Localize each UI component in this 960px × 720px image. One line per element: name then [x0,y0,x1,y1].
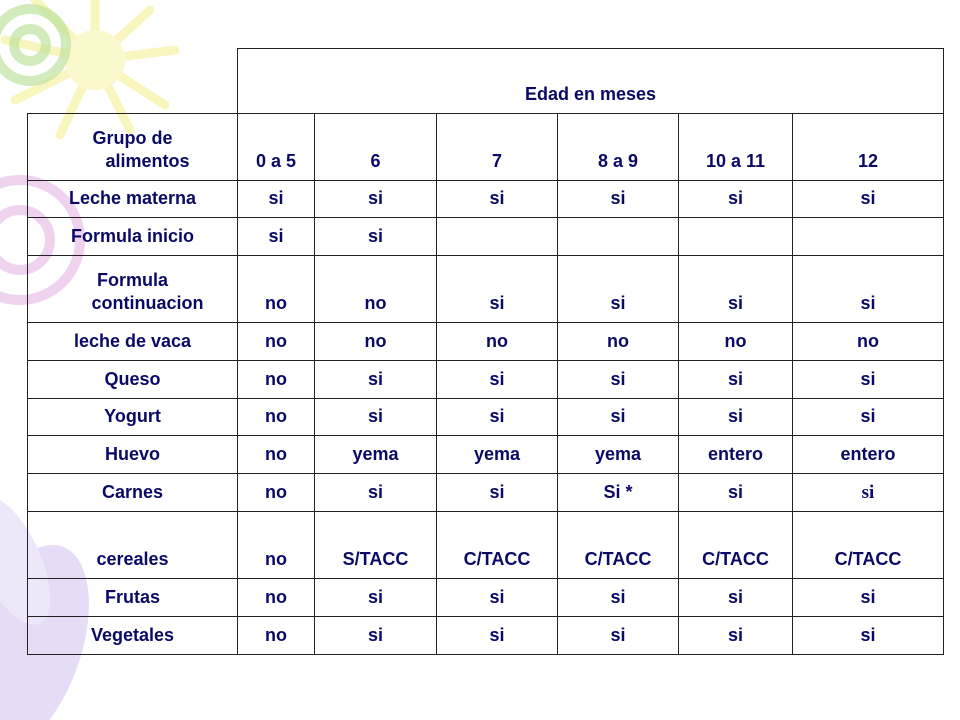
table-cell: no [238,579,315,617]
table-cell [558,218,679,256]
table-cell: si [793,181,944,218]
table-cell: si [558,181,679,218]
row-label-cell [28,361,238,399]
table-cell: yema [558,436,679,474]
row-label-line: Formula [96,270,168,290]
row-label-cell [28,617,238,655]
table-cell: no [238,512,315,579]
table-cell: entero [793,436,944,474]
table-cell: no [238,399,315,436]
table-cell: entero [679,436,793,474]
table-cell: si [437,579,558,617]
table-row [28,181,944,218]
table-cell: no [238,323,315,361]
table-cell: no [238,361,315,399]
table-cell: C/TACC [558,512,679,579]
table-cell: no [238,436,315,474]
table-cell: no [238,256,315,323]
table-cell: Si * [558,474,679,512]
table-cell: no [679,323,793,361]
column-header-age: 10 a 11 [679,114,793,181]
table-cell: no [793,323,944,361]
row-label-cell [28,474,238,512]
table-cell: si [793,256,944,323]
table-cell: no [558,323,679,361]
age-header-cell: Edad en meses [238,49,944,114]
row-label-line: Formula inicio [70,226,194,246]
table-cell: si [315,617,437,655]
table-row [28,436,944,474]
row-label-line: Queso [104,369,161,389]
row-label-line: leche de vaca [73,331,192,351]
table-cell: si [679,181,793,218]
table-cell: si [558,579,679,617]
table-cell: si [679,361,793,399]
table-cell [679,218,793,256]
column-header-age: 8 a 9 [558,114,679,181]
table-cell: no [238,617,315,655]
header-row-age [28,49,944,114]
table-cell: si [315,218,437,256]
row-label-cell [28,512,238,579]
table-row [28,361,944,399]
table-cell: si [437,361,558,399]
empty-corner-cell [28,49,238,114]
feeding-table [27,48,944,655]
row-label-cell [28,436,238,474]
table-row [28,579,944,617]
row-label-line: Huevo [104,444,160,464]
table-row [28,218,944,256]
table-cell: si [437,474,558,512]
table-row [28,512,944,579]
table-cell: si [238,181,315,218]
table-cell: yema [437,436,558,474]
table-cell [793,218,944,256]
table-cell: si [558,399,679,436]
table-cell: si [238,218,315,256]
table-cell: si [793,361,944,399]
table-cell: si [315,399,437,436]
row-label-line: Yogurt [104,406,161,426]
column-header-age: 12 [793,114,944,181]
row-label-cell [28,399,238,436]
table-cell: no [315,256,437,323]
row-label-cell [28,256,238,323]
column-header-food-group [28,114,238,181]
table-cell: si [679,399,793,436]
table-cell: no [437,323,558,361]
table-cell: si [679,256,793,323]
table-cell: si [793,617,944,655]
row-label-line: continuacion [91,293,204,313]
table-cell: si [315,474,437,512]
table-cell: C/TACC [437,512,558,579]
table-row [28,323,944,361]
table-row [28,256,944,323]
table-cell: si [437,399,558,436]
table-cell: yema [315,436,437,474]
column-header-line: Grupo de [92,128,173,148]
row-label-cell [28,181,238,218]
row-label-line: Frutas [104,587,160,607]
row-label-cell [28,579,238,617]
row-label-cell [28,323,238,361]
table-cell: si [679,579,793,617]
table-cell: si [437,617,558,655]
table-cell: si [558,617,679,655]
column-header-age: 0 a 5 [238,114,315,181]
table-cell: si [437,256,558,323]
table-cell: si [793,579,944,617]
table-row [28,474,944,512]
table-cell: si [315,361,437,399]
table-cell: si [437,181,558,218]
row-label-cell [28,218,238,256]
table-cell: si [793,474,944,512]
table-cell: si [793,399,944,436]
column-header-line: alimentos [105,151,190,171]
table-cell: C/TACC [679,512,793,579]
table-cell: si [315,181,437,218]
table-cell: S/TACC [315,512,437,579]
table-cell: C/TACC [793,512,944,579]
column-header-age: 7 [437,114,558,181]
row-label-line: cereales [96,549,169,569]
table-cell: no [315,323,437,361]
row-label-line: Carnes [101,482,164,502]
row-label-line: Leche materna [68,188,197,208]
table-cell: si [558,361,679,399]
column-header-age: 6 [315,114,437,181]
table-cell: si [315,579,437,617]
header-row-columns [28,114,944,181]
row-label-line: Vegetales [90,625,175,645]
table-cell: no [238,474,315,512]
table-cell: si [679,474,793,512]
table-cell: si [558,256,679,323]
table-row [28,617,944,655]
table-row [28,399,944,436]
table-cell [437,218,558,256]
table-cell: si [679,617,793,655]
